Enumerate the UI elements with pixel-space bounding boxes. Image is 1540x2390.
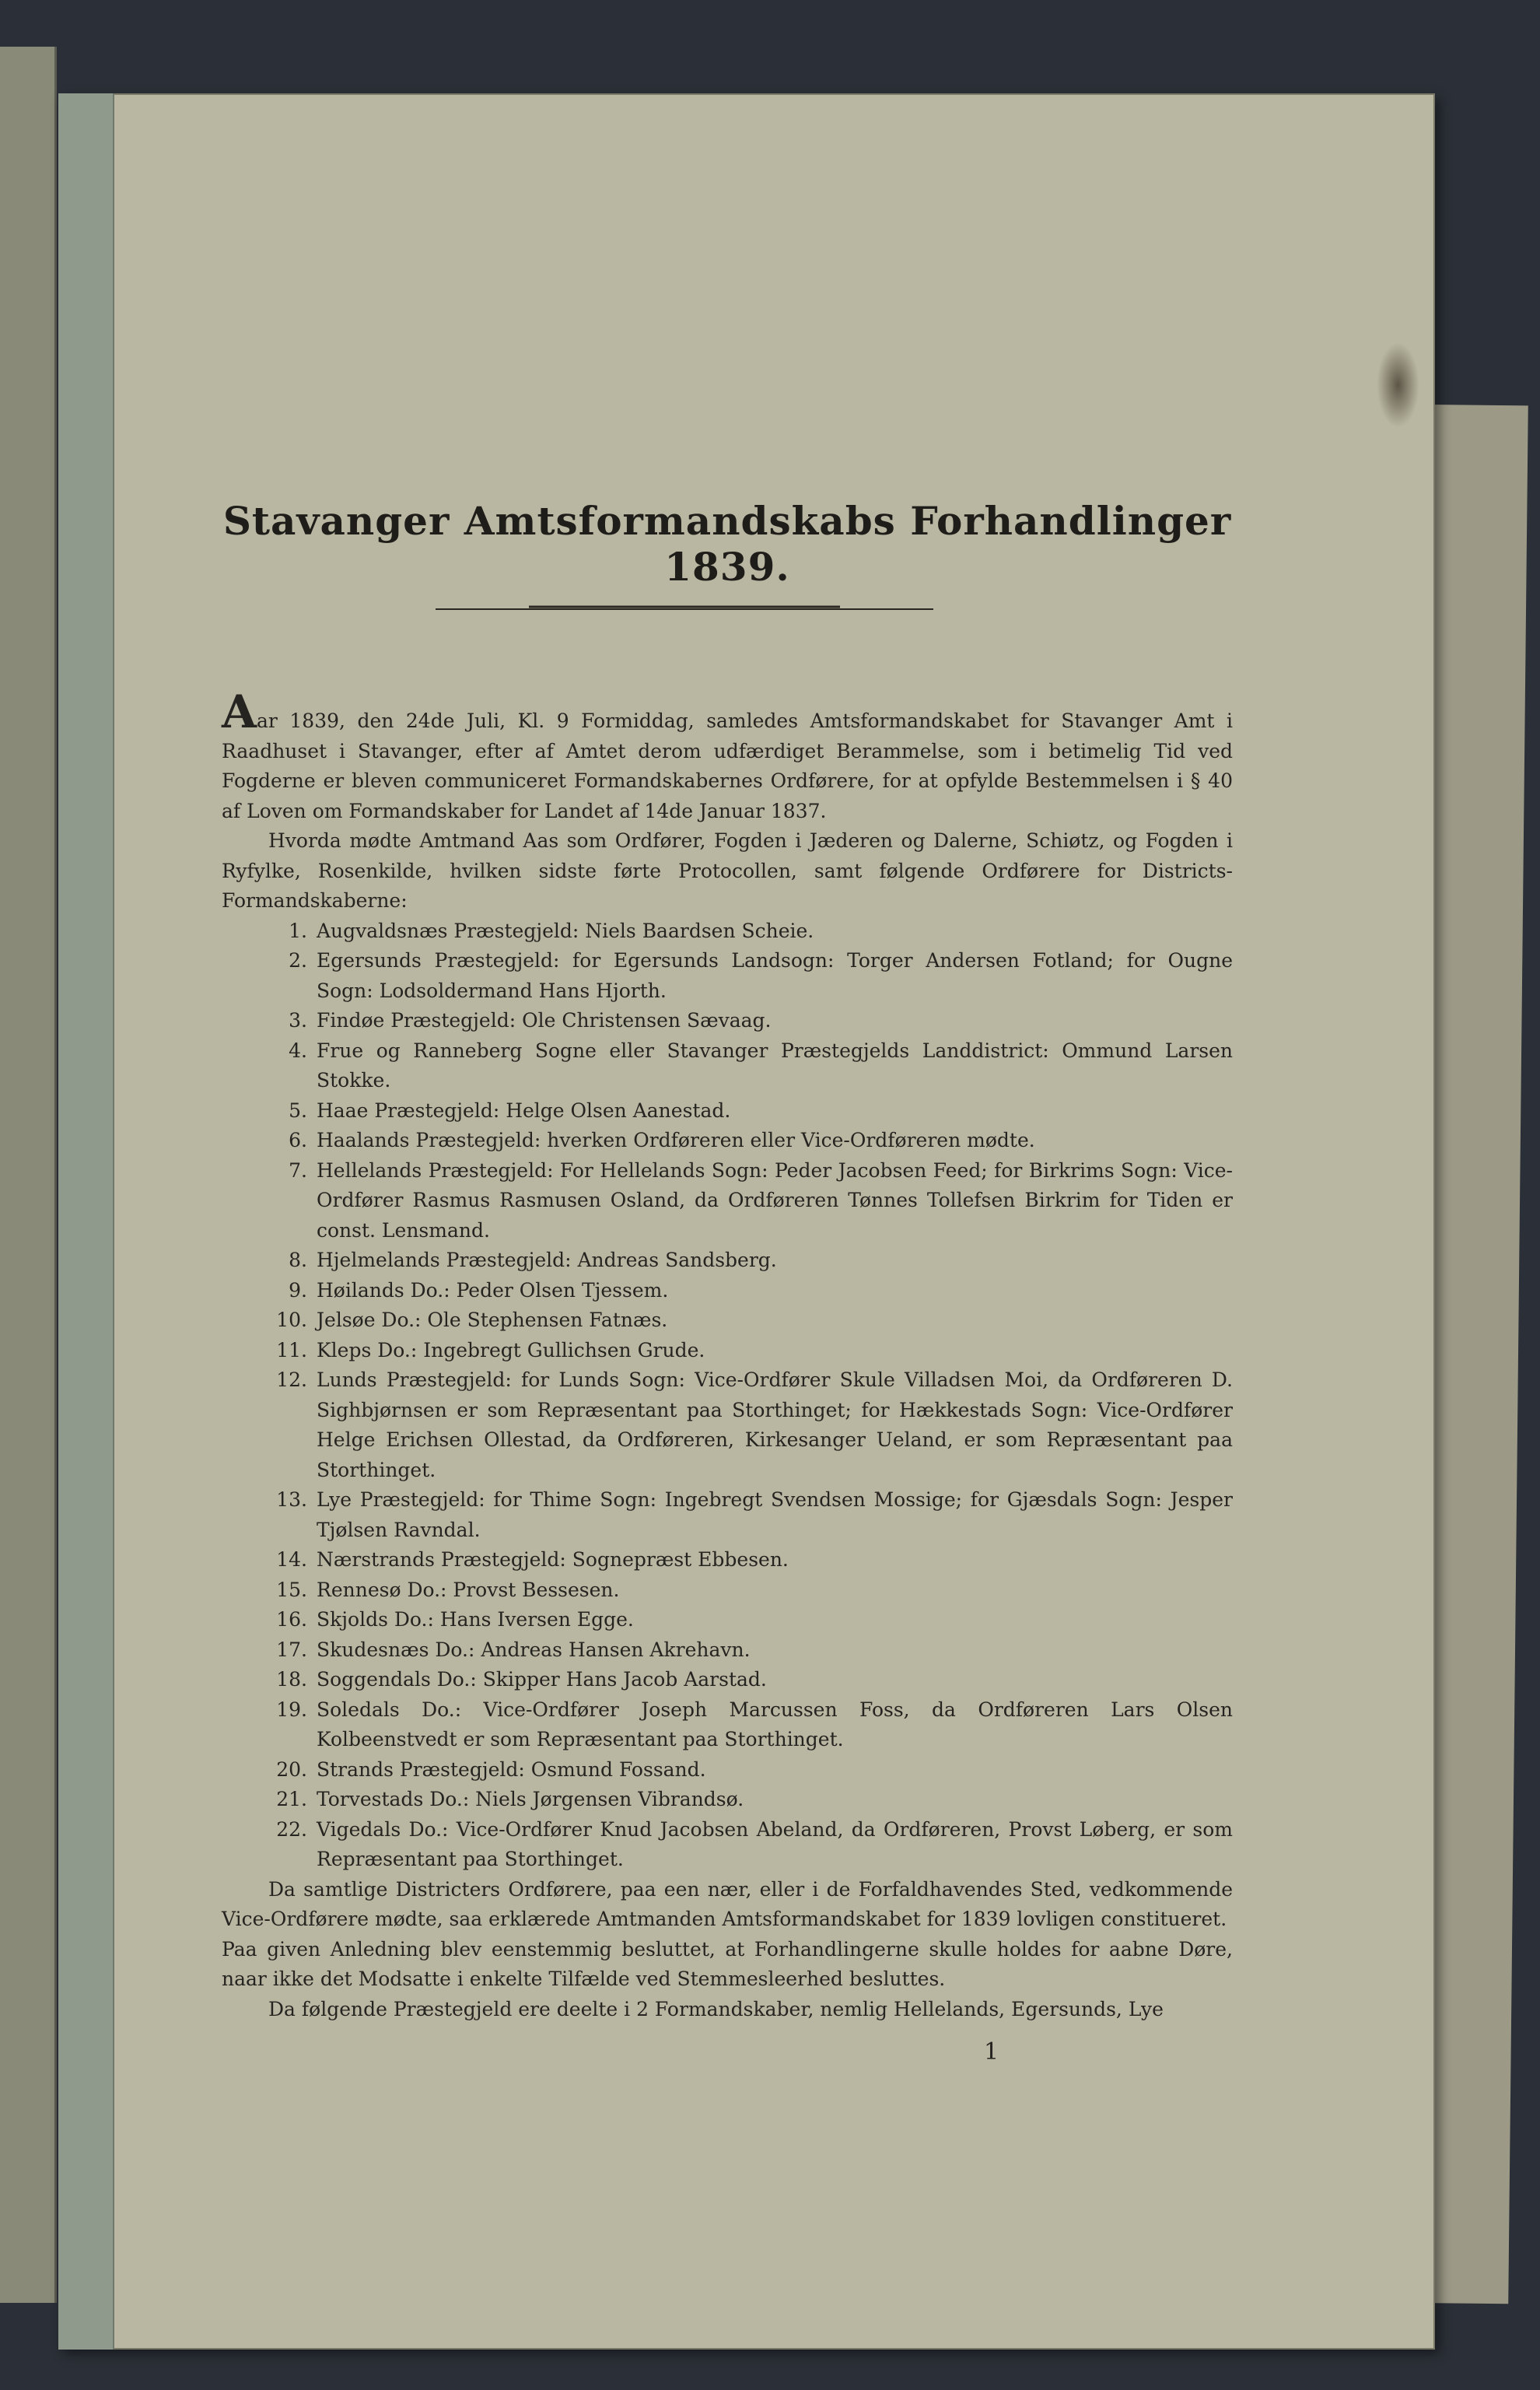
entry-number: 19. <box>276 1698 307 1721</box>
list-item <box>222 946 1233 1006</box>
title-divider-rule <box>436 598 933 621</box>
entry-number: 11. <box>276 1338 307 1361</box>
entry-text: Strands Præstegjeld: Osmund Fossand. <box>317 1757 706 1781</box>
entry-number: 12. <box>276 1368 307 1391</box>
entry-number: 15. <box>276 1578 307 1601</box>
entry-text: Hellelands Præstegjeld: For Hellelands Sogn: Peder Jacobsen Feed; for Birkrims Sogn: Vice-Ordfører Rasmus Rasmusen Osland, da Ordføreren Tønnes Tollefsen Birkrim for Tiden er const. Lensmand. <box>317 1158 1233 1242</box>
entry-text: Vigedals Do.: Vice-Ordfører Knud Jacobsen Abeland, da Ordføreren, Provst Løberg, er som Repræsentant paa Storthinget. <box>317 1817 1233 1870</box>
page-number: 1 <box>984 2038 999 2066</box>
list-item <box>222 1305 1233 1336</box>
entry-text: Egersunds Præstegjeld: for Egersunds Landsogn: Torger Andersen Fotland; for Ougne Sogn: Lodsoldermand Hans Hjorth. <box>317 949 1233 1002</box>
list-item <box>222 1665 1233 1695</box>
entry-text: Soggendals Do.: Skipper Hans Jacob Aarstad. <box>317 1668 767 1691</box>
list-item <box>222 1695 1233 1755</box>
entry-text: Jelsøe Do.: Ole Stephensen Fatnæs. <box>317 1309 668 1331</box>
list-item <box>222 1785 1233 1815</box>
underlying-page-left <box>0 47 57 2303</box>
list-item <box>222 1126 1233 1156</box>
entry-text: Skudesnæs Do.: Andreas Hansen Akrehavn. <box>317 1638 751 1661</box>
intro-text: ar 1839, den 24de Juli, Kl. 9 Formiddag, samledes Amtsformandskabet for Stavanger Amt i Raadhuset i Stavanger, efter af Amtet derom udfærdiget Berammelse, som i betimelig Tid ved Fogderne er bleven communiceret Formandskabernes Ordførere, for at opfylde Bestemmelsen i § 40 af Loven om Formandskaber for Landet af 14de Januar 1837. <box>222 710 1233 822</box>
list-item <box>222 1156 1233 1246</box>
closing-paragraph-3: Da følgende Præstegjeld ere deelte i 2 Formandskaber, nemlig Hellelands, Egersunds, Lye <box>268 1997 1164 2020</box>
entry-text: Lunds Præstegjeld: for Lunds Sogn: Vice-Ordfører Skule Villadsen Moi, da Ordføreren D. Sighbjørnsen er som Repræsentant paa Storthinget; for Hækkestads Sogn: Vice-Ordfører Helge Erichsen Ollestad, da Ordføreren, Kirkesanger Ueland, er som Repræsentant paa Storthinget. <box>317 1368 1233 1481</box>
entry-text: Soledals Do.: Vice-Ordfører Joseph Marcussen Foss, da Ordføreren Lars Olsen Kolbeenstvedt er som Repræsentant paa Storthinget. <box>317 1698 1233 1750</box>
entry-number: 7. <box>289 1158 307 1182</box>
entry-number: 6. <box>289 1129 307 1151</box>
entry-number: 22. <box>276 1817 307 1841</box>
list-item <box>222 1545 1233 1575</box>
entry-text: Lye Præstegjeld: for Thime Sogn: Ingebregt Svendsen Mossige; for Gjæsdals Sogn: Jesper Tjølsen Ravndal. <box>317 1488 1233 1541</box>
entry-text: Skjolds Do.: Hans Iversen Egge. <box>317 1608 634 1631</box>
closing-paragraph-1: Da samtlige Districters Ordførere, paa een nær, eller i de Forfaldhavendes Sted, vedkommende Vice-Ordførere mødte, saa erklærede Amtmanden Amtsformandskabet for 1839 lovligen constitueret. <box>222 1877 1233 1930</box>
list-item <box>222 1036 1233 1096</box>
entry-text: Høilands Do.: Peder Olsen Tjessem. <box>317 1278 669 1302</box>
list-item <box>222 1006 1233 1036</box>
list-item <box>222 1246 1233 1276</box>
list-item <box>222 1336 1233 1366</box>
list-item <box>222 1815 1233 1875</box>
entry-number: 9. <box>289 1278 307 1302</box>
entry-number: 14. <box>276 1548 307 1571</box>
list-item <box>222 1755 1233 1785</box>
entry-text: Torvestads Do.: Niels Jørgensen Vibrandsø. <box>317 1788 744 1810</box>
entry-text: Rennesø Do.: Provst Bessesen. <box>317 1578 620 1601</box>
drop-cap: A <box>222 685 257 738</box>
list-item <box>222 916 1233 947</box>
entry-number: 13. <box>276 1488 307 1511</box>
list-item <box>222 1276 1233 1306</box>
list-item <box>222 1096 1233 1127</box>
intro-paragraph <box>222 685 1233 826</box>
entry-text: Haalands Præstegjeld: hverken Ordføreren eller Vice-Ordføreren mødte. <box>317 1129 1035 1151</box>
entry-text: Hjelmelands Præstegjeld: Andreas Sandsberg. <box>317 1249 777 1271</box>
entry-number: 3. <box>289 1009 307 1032</box>
entry-number: 5. <box>289 1099 307 1122</box>
attendance-paragraph: Hvorda mødte Amtmand Aas som Ordfører, Fogden i Jæderen og Dalerne, Schiøtz, og Fogden i Ryfylke, Rosenkilde, hvilken sidste førte Protocollen, samt følgende Ordførere for Districts-Formandskaberne: <box>222 829 1233 912</box>
entry-number: 10. <box>276 1309 307 1331</box>
document-title: Stavanger Amtsformandskabs Forhandlinger 1839. <box>222 498 1232 590</box>
attendee-list <box>222 916 1233 1875</box>
entry-number: 2. <box>289 949 307 972</box>
entry-text: Kleps Do.: Ingebregt Gullichsen Grude. <box>317 1338 705 1361</box>
document-body <box>222 685 1233 2024</box>
entry-number: 17. <box>276 1638 307 1661</box>
page-spine <box>58 93 114 2350</box>
entry-number: 16. <box>276 1608 307 1631</box>
entry-number: 1. <box>289 919 307 942</box>
entry-text: Haae Præstegjeld: Helge Olsen Aanestad. <box>317 1099 731 1122</box>
entry-text: Nærstrands Præstegjeld: Sognepræst Ebbesen. <box>317 1548 789 1571</box>
entry-number: 4. <box>289 1039 307 1062</box>
entry-number: 8. <box>289 1249 307 1271</box>
list-item <box>222 1365 1233 1485</box>
paper-stain <box>1377 342 1419 428</box>
entry-text: Augvaldsnæs Præstegjeld: Niels Baardsen Scheie. <box>317 919 814 942</box>
list-item <box>222 1485 1233 1545</box>
entry-text: Frue og Ranneberg Sogne eller Stavanger Præstegjelds Landdistrict: Ommund Larsen Stokke. <box>317 1039 1233 1092</box>
list-item <box>222 1605 1233 1635</box>
entry-number: 18. <box>276 1668 307 1691</box>
entry-number: 21. <box>276 1788 307 1810</box>
list-item <box>222 1635 1233 1666</box>
entry-text: Findøe Præstegjeld: Ole Christensen Sævaag. <box>317 1009 772 1032</box>
closing-paragraph-2: Paa given Anledning blev eenstemmig besluttet, at Forhandlingerne skulle holdes for aabne Døre, naar ikke det Modsatte i enkelte Tilfælde ved Stemmesleerhed besluttes. <box>222 1937 1233 1990</box>
list-item <box>222 1575 1233 1606</box>
entry-number: 20. <box>276 1757 307 1781</box>
